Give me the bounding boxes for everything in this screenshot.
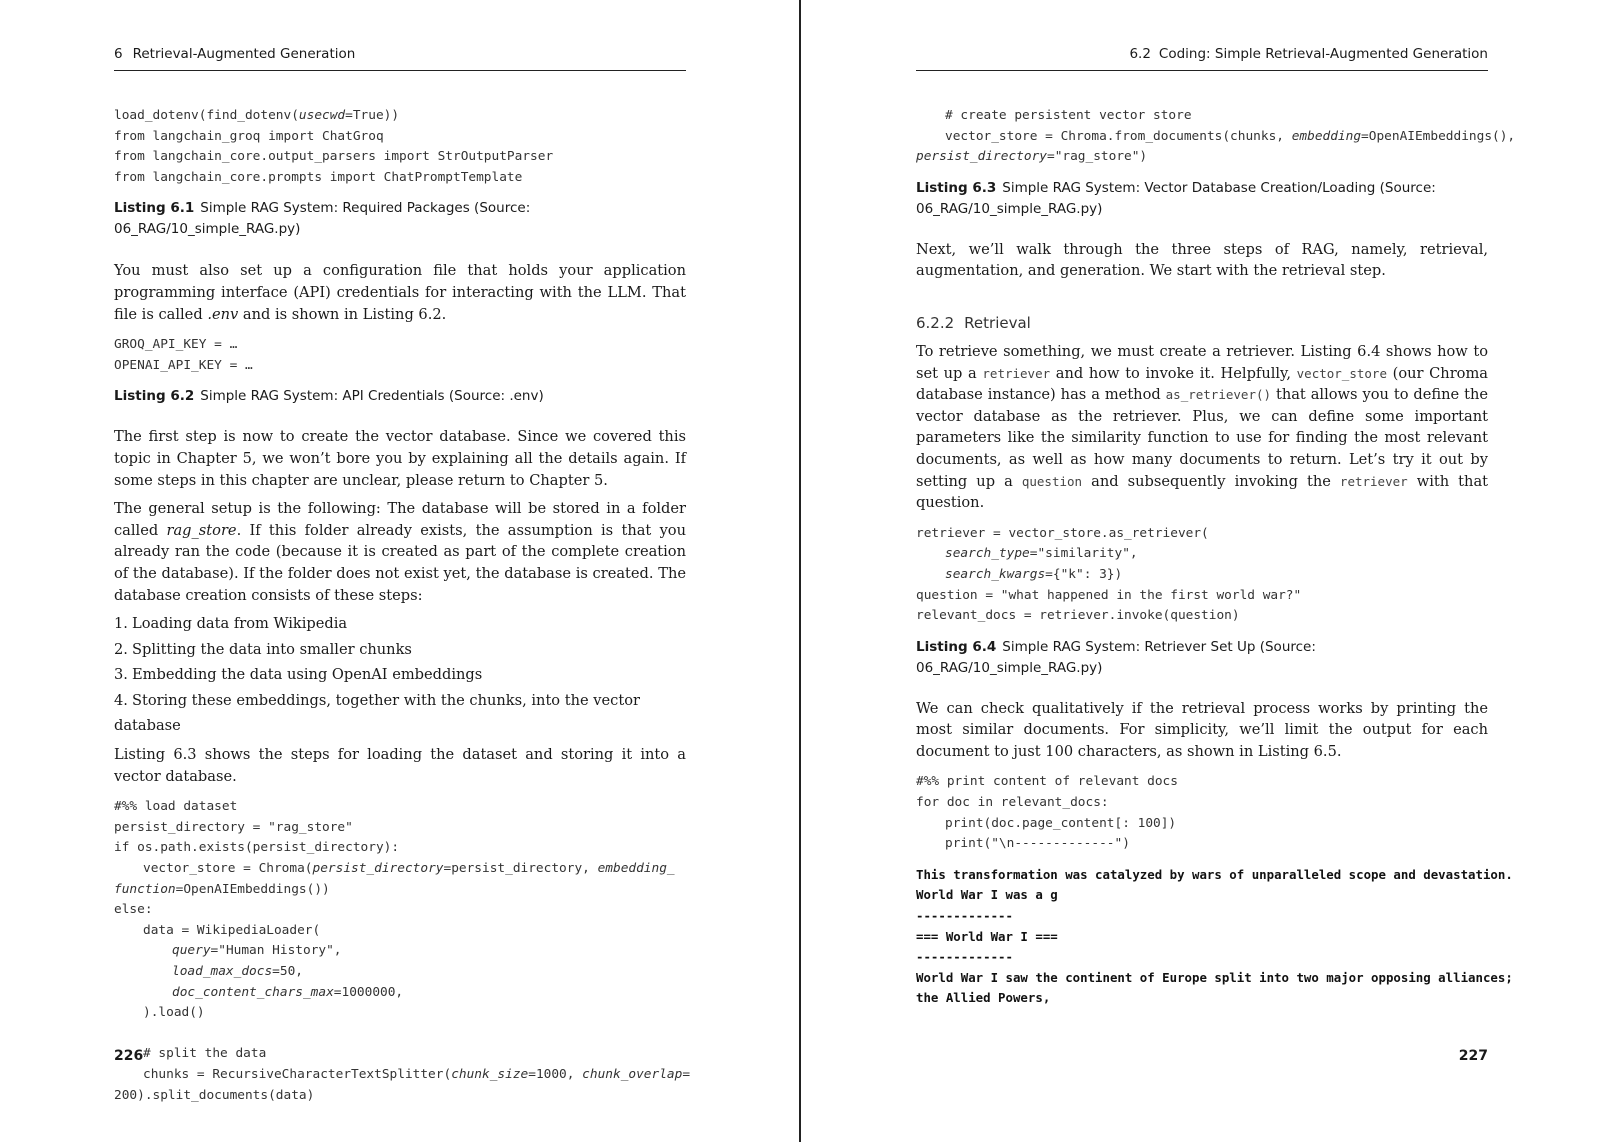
page-number: 226 — [114, 1048, 144, 1064]
running-header — [114, 46, 686, 71]
listing-caption: Listing 6.2 Simple RAG System: API Credentials (Source: .env) — [114, 388, 544, 405]
listing-caption: Listing 6.3 Simple RAG System: Vector Database Creation/Loading (Source: 06_RAG/10_simple_RAG.py) — [916, 179, 1436, 217]
paragraph: The general setup is the following: The database will be stored in a folder called rag_store. If this folder already exists, the assumption is that you already ran the code (because it is created as part of the complete creation of the database). If the folder does not exist yet, the database is created. The database creation consists of these steps: — [114, 500, 686, 604]
list-item: 3. Embedding the data using OpenAI embeddings — [114, 666, 483, 684]
code-listing-6-5: #%% print content of relevant docs for doc in relevant_docs: print(doc.page_content[: 100]) print("\n-------------") — [916, 774, 1178, 852]
chapter-title: Retrieval-Augmented Generation — [132, 46, 356, 62]
page-content — [916, 106, 1516, 1009]
section-number: 6.2 — [1129, 46, 1151, 62]
running-header — [916, 46, 1488, 71]
code-listing-6-2: GROQ_API_KEY = … OPENAI_API_KEY = … — [114, 337, 253, 373]
chapter-number: 6 — [114, 46, 123, 62]
code-output: This transformation was catalyzed by wars of unparalleled scope and devastation. World War I was a g ------------- === World War I === ------------- World War I saw the continent of Europe split into two major opposing alliances; the Allied Powers, — [916, 866, 1513, 1006]
paragraph: You must also set up a configuration file that holds your application programming interface (API) credentials for interacting with the LLM. That file is called .env and is shown in Listing 6.2. — [114, 262, 686, 323]
section-title: Coding: Simple Retrieval-Augmented Generation — [1158, 46, 1488, 62]
code-listing-6-1: load_dotenv(find_dotenv(usecwd=True)) from langchain_groq import ChatGroq from langchain_core.output_parsers import StrOutputParser from langchain_core.prompts import ChatPromptTemplate — [114, 108, 554, 185]
paragraph: We can check qualitatively if the retrieval process works by printing the most similar documents. For simplicity, we’ll limit the output for each document to just 100 characters, as shown in Listing 6.5. — [916, 699, 1488, 760]
page-content — [114, 106, 691, 1106]
list-item: 4. Storing these embeddings, together with the chunks, into the vector database — [114, 691, 640, 735]
code-listing-6-3-continued: # create persistent vector store vector_store = Chroma.from_documents(chunks, embedding=OpenAIEmbeddings(), persist_directory="rag_store") — [916, 108, 1516, 165]
listing-caption: Listing 6.4 Simple RAG System: Retriever Set Up (Source: 06_RAG/10_simple_RAG.py) — [916, 638, 1316, 676]
right-page — [802, 0, 1600, 1142]
code-listing-6-4: retriever = vector_store.as_retriever( search_type="similarity", search_kwargs={"k": 3}) question = "what happened in the first world war?" relevant_docs = retriever.invoke(question) — [916, 525, 1302, 624]
page-number: 227 — [1458, 1048, 1488, 1064]
paragraph: To retrieve something, we must create a retriever. Listing 6.4 shows how to set up a retriever and how to invoke it. Helpfully, vector_store (our Chroma database instance) has a method as_retriever() that allows you to define the vector database as the retriever. Plus, we can define some important parameters like the similarity function to use for finding the most relevant documents, as well as how many documents to return. Let’s try it out by setting up a question and subsequently invoking the retriever with that question. — [916, 342, 1489, 512]
list-item: 2. Splitting the data into smaller chunks — [114, 640, 412, 658]
listing-caption: Listing 6.1 Simple RAG System: Required Packages (Source: 06_RAG/10_simple_RAG.py) — [114, 200, 531, 238]
paragraph: Next, we’ll walk through the three steps of RAG, namely, retrieval, augmentation, and generation. We start with the retrieval step. — [916, 240, 1488, 280]
paragraph: The first step is now to create the vector database. Since we covered this topic in Chapter 5, we won’t bore you by explaining all the details again. If some steps in this chapter are unclear, please return to Chapter 5. — [114, 428, 686, 489]
paragraph: Listing 6.3 shows the steps for loading the dataset and storing it into a vector database. — [114, 746, 686, 785]
code-listing-6-3: #%% load dataset persist_directory = "rag_store" if os.path.exists(persist_directory): vector_store = Chroma(persist_directory=persist_directory, embedding_ function=OpenAIEmbeddings()) else: data = WikipediaLoader( query="Human History", load_max_docs=50, doc_content_chars_max=1000000, ).load() # split the data chunks = RecursiveCharacterTextSplitter(chunk_size=1000, chunk_overlap= 200).split_documents(data) — [114, 799, 691, 1103]
list-item: 1. Loading data from Wikipedia — [114, 615, 348, 633]
section-heading: 6.2.2 Retrieval — [916, 313, 1031, 332]
steps-list — [114, 611, 686, 739]
